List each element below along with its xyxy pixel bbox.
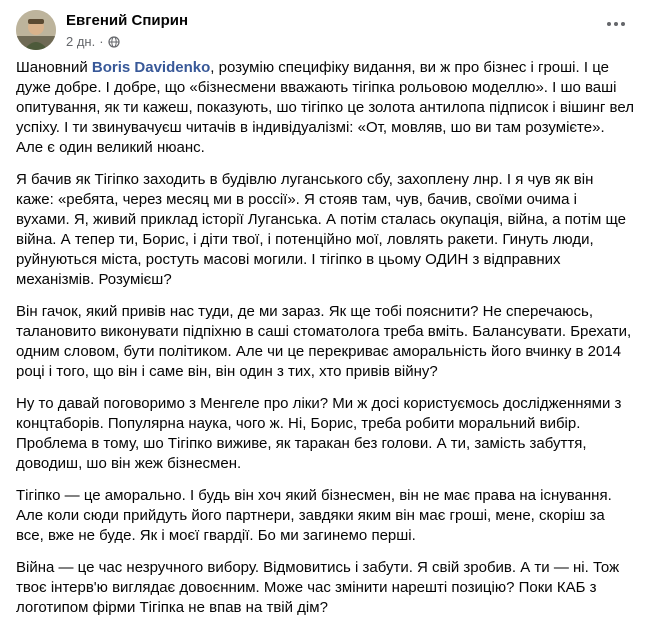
post-paragraph-6: Війна — це час незручного вибору. Відмовитись і забути. Я свій зробив. А ти — ні. Тож твоє інтерв'ю виглядає довоєнним. Може час змінити нарешті позицію? Поки КАБ з логотипом фірми Тігіпка не впав на твій дім? <box>16 559 620 616</box>
paragraph-1-rest: , розумію специфіку видання, ви ж про бізнес і гроші. І це дуже добре. І добре, що «бізнесмени вважають тігіпка рольовою моделлю». І шо ваші опитування, як ти кажеш, показують, шо тігіпко це золота антилопа підписок і вішинг вел успіху. І ти звинувачуєш читачів в індивідуалізмі: «От, мовляв, шо ви там розумієте». Але є один великий нюанс. <box>16 59 634 156</box>
globe-icon[interactable] <box>108 36 120 48</box>
mention-link[interactable]: Boris Davidenko <box>91 59 211 76</box>
more-options-button[interactable] <box>598 12 634 36</box>
post-time[interactable]: 2 дн. <box>66 34 96 49</box>
post-paragraph-1 <box>16 58 634 158</box>
post-paragraph-5: Тігіпко — це аморально. І будь він хоч який бізнесмен, він не має права на існування. Але коли сюди прийдуть його партнери, завдяки яким він має гроші, мене, скоріш за все, вже не буде. Як і моєї гвардії. Бо ми загинемо перші. <box>16 487 612 544</box>
author-avatar[interactable] <box>16 10 56 50</box>
post-meta <box>66 34 120 50</box>
post-paragraph-3: Він гачок, який привів нас туди, де ми зараз. Як ще тобі пояснити? Не сперечаюсь, талановито виконувати підпіхню в саші стоматолога треба вміть. Балансувати. Брехати, одним словом, бути політиком. Але чи це перекриває аморальність його вчинку в 2014 році і того, що він і саме він, він один з тих, хто привів війну? <box>16 303 632 380</box>
post-paragraph-2: Я бачив як Тігіпко заходить в будівлю луганського сбу, захоплену лнр. І я чув як він каже: «ребята, через месяц ми в россії». Я стояв там, чув, бачив, своїми очима і вухами. Я, живий приклад історії Луганська. А потім сталась окупація, війна, а потім ще війна. А тепер ти, Борис, і діти твої, і потенційно мої, ловлять ракети. Гинуть люди, руйнуються міста, ростуть масові могили. І тігіпко в цьому ОДИН з відправних механізмів. Розумієш? <box>16 171 626 288</box>
post-text <box>16 58 634 630</box>
meta-separator: · <box>99 34 104 49</box>
author-name[interactable]: Евгений Спирин <box>66 12 189 29</box>
paragraph-1-start: Шановний <box>16 59 92 76</box>
post-header <box>16 4 634 54</box>
avatar-image <box>16 10 56 50</box>
more-horizontal-icon <box>606 21 626 27</box>
post-paragraph-4: Ну то давай поговоримо з Менгеле про ліки? Ми ж досі користуємось дослідженнями з концтаборів. Популярна наука, чого ж. Ні, Борис, треба робити моральний вибір. Проблема в тому, шо Тігіпко виживе, як таракан без голови. А ти, замість забуття, доводиш, шо він жеж бізнесмен. <box>16 395 622 472</box>
